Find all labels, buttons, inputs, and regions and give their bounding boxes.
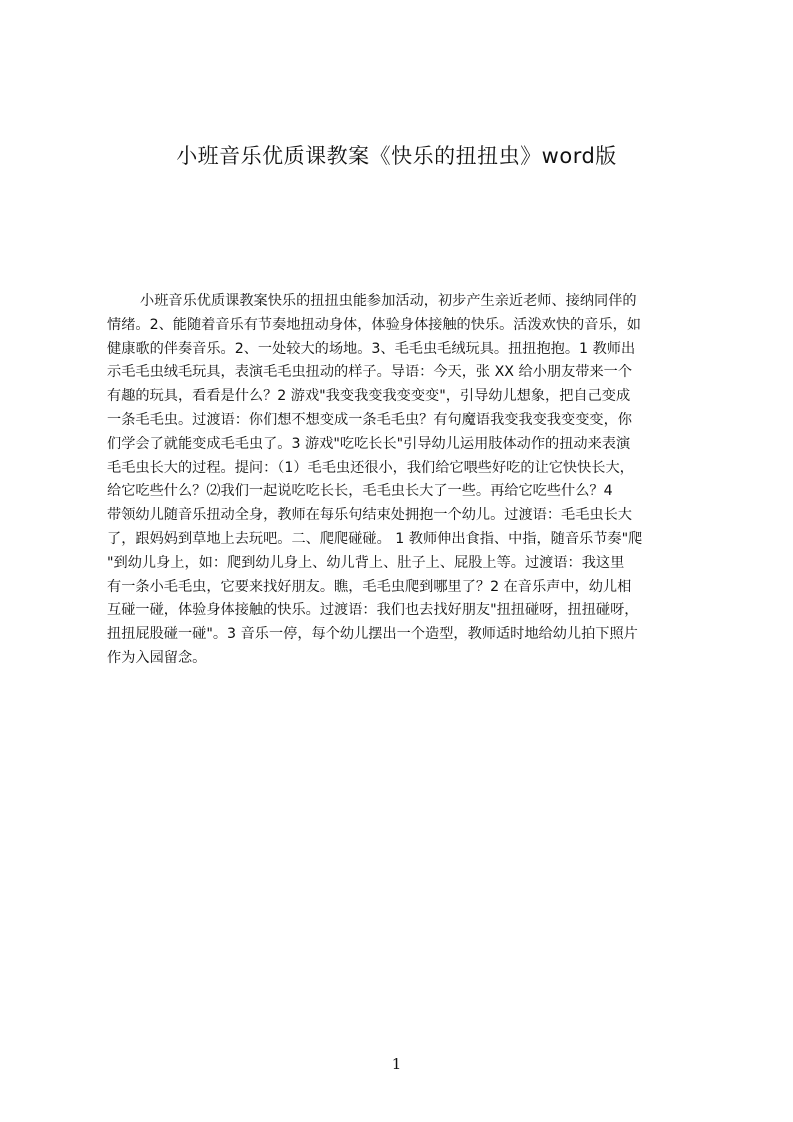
document-title: 小班音乐优质课教案《快乐的扭扭虫》word版 <box>176 144 617 168</box>
paragraph-line: 一条毛毛虫。过渡语：你们想不想变成一条毛毛虫？有句魔语我变我变我变变变，你 <box>107 411 632 428</box>
page-number: 1 <box>391 1055 402 1073</box>
paragraph-line: 有趣的玩具，看看是什么？2 游戏"我变我变我变变变"，引导幼儿想象，把自己变成 <box>107 388 631 405</box>
paragraph-line: 情绪。2、能随着音乐有节奏地扭动身体，体验身体接触的快乐。活泼欢快的音乐，如 <box>107 316 641 333</box>
paragraph-line: 带领幼儿随音乐扭动全身，教师在每乐句结束处拥抱一个幼儿。过渡语：毛毛虫长大 <box>107 507 632 524</box>
paragraph-line: 了，跟妈妈到草地上去玩吧。二、爬爬碰碰。 1 教师伸出食指、中指，随音乐节奏"爬 <box>107 530 643 547</box>
paragraph-line: 有一条小毛毛虫，它要来找好朋友。瞧，毛毛虫爬到哪里了？2 在音乐声中，幼儿相 <box>107 578 632 595</box>
paragraph-line: 健康歌的伴奏音乐。2、一处较大的场地。3、毛毛虫毛绒玩具。扭扭抱抱。1 教师出 <box>107 340 636 357</box>
paragraph-line: 给它吃些什么？⑵我们一起说吃吃长长，毛毛虫长大了一些。再给它吃些什么？4 <box>107 483 613 500</box>
body-paragraph <box>107 290 699 720</box>
paragraph-line: "到幼儿身上，如：爬到幼儿身上、幼儿背上、肚子上、屁股上等。过渡语：我这里 <box>107 554 625 571</box>
paragraph-line: 毛毛虫长大的过程。提问：（1）毛毛虫还很小，我们给它喂些好吃的让它快快长大， <box>107 459 634 476</box>
paragraph-line: 小班音乐优质课教案快乐的扭扭虫能参加活动，初步产生亲近老师、接纳同伴的 <box>140 293 637 309</box>
paragraph-line: 作为入园留念。 <box>107 649 207 666</box>
paragraph-line: 示毛毛虫绒毛玩具，表演毛毛虫扭动的样子。导语：今天，张 XX 给小朋友带来一个 <box>107 364 633 381</box>
paragraph-line: 扭扭屁股碰一碰"。3 音乐一停，每个幼儿摆出一个造型，教师适时地给幼儿拍下照片 <box>107 626 638 643</box>
paragraph-line: 互碰一碰，体验身体接触的快乐。过渡语：我们也去找好朋友"扭扭碰呀，扭扭碰呀， <box>107 602 639 619</box>
paragraph-line: 们学会了就能变成毛毛虫了。3 游戏"吃吃长长"引导幼儿运用肢体动作的扭动来表演 <box>107 435 631 452</box>
